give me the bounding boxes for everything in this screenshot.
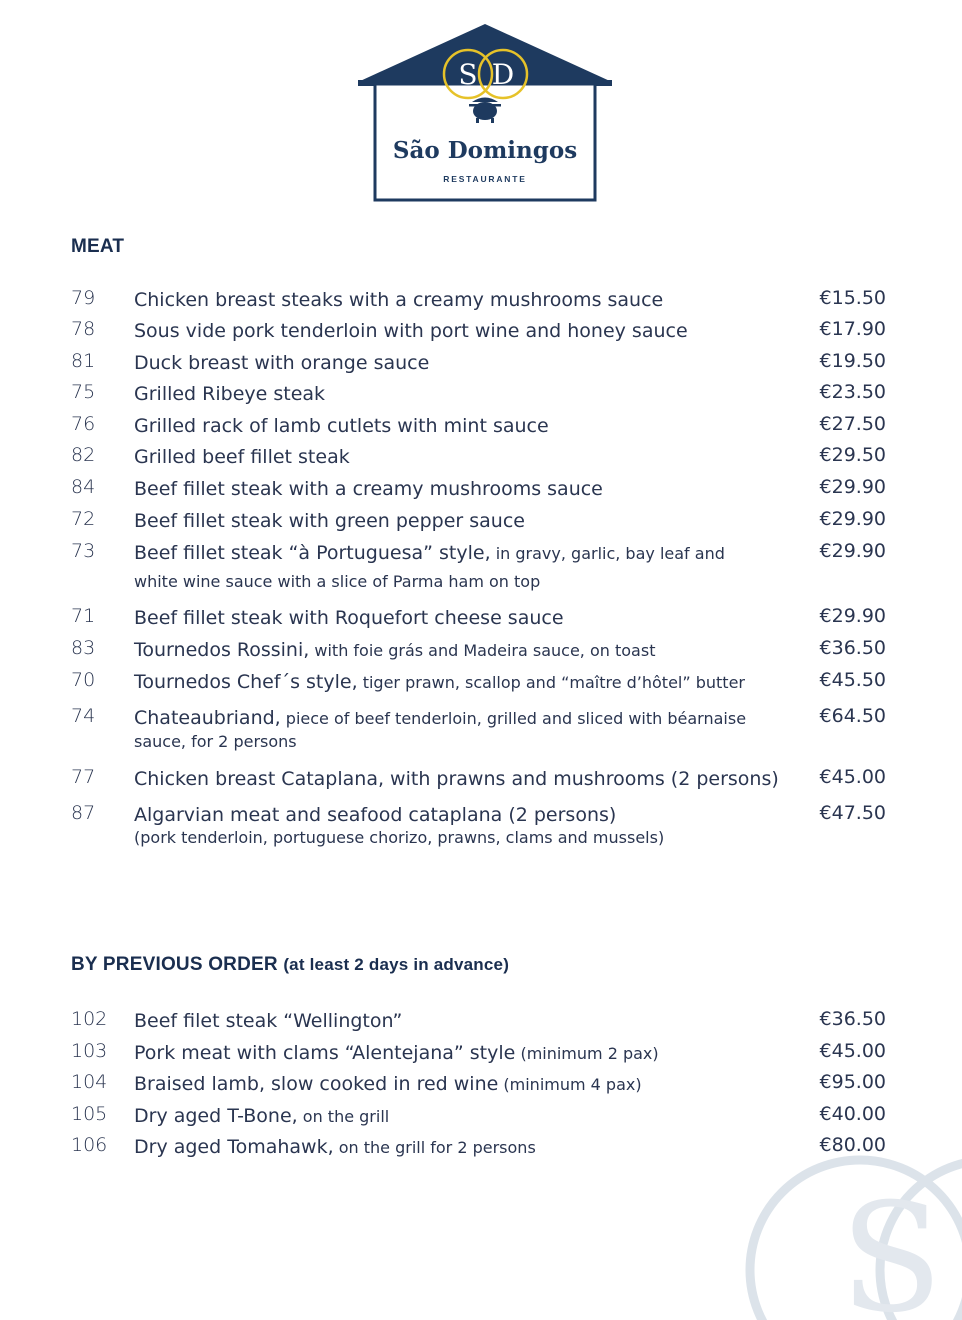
item-price: €19.50	[819, 350, 886, 372]
item-description	[134, 605, 824, 631]
item-name: Tournedos Rossini,	[134, 639, 310, 661]
item-name: Dry aged Tomahawk,	[134, 1136, 334, 1158]
item-description	[134, 444, 824, 470]
item-description	[134, 766, 824, 792]
logo-monogram-s: S	[458, 58, 478, 91]
item-name: Duck breast with orange sauce	[134, 352, 430, 374]
item-name: Tournedos Chef´s style,	[134, 671, 358, 693]
item-detail-line: sauce, for 2 persons	[134, 732, 297, 751]
item-name: Beef fillet steak “à Portuguesa” style,	[134, 542, 491, 564]
previous-order-section-title	[71, 954, 509, 976]
item-number: 76	[71, 413, 96, 435]
item-price: €27.50	[819, 413, 886, 435]
logo-name: São Domingos	[392, 137, 578, 164]
item-description	[134, 1134, 824, 1161]
item-number: 71	[71, 605, 96, 627]
item-name: Beef filet steak “Wellington”	[134, 1010, 403, 1032]
item-price: €29.90	[819, 540, 886, 562]
logo-monogram-d: D	[491, 58, 515, 91]
item-name: Beef fillet steak with a creamy mushrooms sauce	[134, 478, 603, 500]
item-name: Beef fillet steak with green pepper sauce	[134, 510, 525, 532]
item-price: €15.50	[819, 287, 886, 309]
item-name: Dry aged T-Bone,	[134, 1105, 298, 1127]
item-description	[134, 669, 824, 696]
item-number: 81	[71, 350, 96, 372]
item-name: Pork meat with clams “Alentejana” style	[134, 1042, 516, 1064]
item-detail: with foie grás and Madeira sauce, on toast	[309, 641, 656, 660]
item-price: €47.50	[819, 802, 886, 824]
item-price: €29.50	[819, 444, 886, 466]
item-description	[134, 1103, 824, 1130]
item-price: €29.90	[819, 508, 886, 530]
item-number: 72	[71, 508, 96, 530]
restaurant-logo	[356, 22, 614, 202]
item-name: Chicken breast Cataplana, with prawns and mushrooms (2 persons)	[134, 768, 779, 790]
item-price: €23.50	[819, 381, 886, 403]
item-price: €36.50	[819, 637, 886, 659]
item-detail-line: (pork tenderloin, portuguese chorizo, prawns, clams and mussels)	[134, 828, 665, 847]
item-description	[134, 802, 824, 850]
item-name: Chateaubriand,	[134, 707, 281, 729]
item-detail: (minimum 4 pax)	[498, 1075, 642, 1094]
item-description	[134, 381, 824, 407]
item-description	[134, 413, 824, 439]
item-description	[134, 1008, 824, 1034]
item-description	[134, 705, 824, 754]
item-number: 74	[71, 705, 96, 727]
item-name: Sous vide pork tenderloin with port wine and honey sauce	[134, 320, 688, 342]
item-description	[134, 318, 824, 344]
item-name: Grilled Ribeye steak	[134, 383, 326, 405]
item-number: 87	[71, 802, 96, 824]
item-price: €17.90	[819, 318, 886, 340]
previous-order-title: BY PREVIOUS ORDER	[71, 954, 278, 975]
item-description	[134, 540, 824, 594]
item-name: Algarvian meat and seafood cataplana (2 persons)	[134, 804, 617, 826]
item-description	[134, 637, 824, 664]
item-name: Beef fillet steak with Roquefort cheese sauce	[134, 607, 564, 629]
item-description	[134, 350, 824, 376]
item-number: 106	[71, 1134, 108, 1156]
item-number: 75	[71, 381, 96, 403]
item-price: €29.90	[819, 476, 886, 498]
monogram-watermark	[740, 1100, 962, 1320]
item-description	[134, 476, 824, 502]
item-detail: on the grill for 2 persons	[333, 1138, 536, 1157]
item-detail: in gravy, garlic, bay leaf and	[490, 544, 725, 563]
item-detail: piece of beef tenderloin, grilled and sliced with béarnaise	[280, 709, 747, 728]
item-price: €29.90	[819, 605, 886, 627]
item-description	[134, 1071, 824, 1098]
item-number: 73	[71, 540, 96, 562]
item-price: €36.50	[819, 1008, 886, 1030]
item-description	[134, 1040, 824, 1067]
item-price: €64.50	[819, 705, 886, 727]
item-detail: on the grill	[297, 1107, 390, 1126]
item-number: 105	[71, 1103, 108, 1125]
item-name: Grilled beef fillet steak	[134, 446, 350, 468]
item-number: 70	[71, 669, 96, 691]
item-number: 77	[71, 766, 96, 788]
item-detail-line: white wine sauce with a slice of Parma ham on top	[134, 572, 541, 591]
item-price: €80.00	[819, 1134, 886, 1156]
item-price: €45.50	[819, 669, 886, 691]
logo-tagline: RESTAURANTE	[443, 174, 527, 184]
item-name: Braised lamb, slow cooked in red wine	[134, 1073, 499, 1095]
svg-text:S: S	[840, 1172, 943, 1320]
item-name: Grilled rack of lamb cutlets with mint sauce	[134, 415, 549, 437]
item-number: 78	[71, 318, 96, 340]
item-price: €95.00	[819, 1071, 886, 1093]
item-number: 104	[71, 1071, 108, 1093]
item-description	[134, 508, 824, 534]
item-number: 79	[71, 287, 96, 309]
item-number: 83	[71, 637, 96, 659]
item-detail: tiger prawn, scallop and “maître d’hôtel” butter	[357, 673, 745, 692]
item-price: €45.00	[819, 1040, 886, 1062]
item-number: 82	[71, 444, 96, 466]
item-price: €45.00	[819, 766, 886, 788]
item-number: 102	[71, 1008, 108, 1030]
item-description	[134, 287, 824, 313]
item-number: 84	[71, 476, 96, 498]
meat-section-title: MEAT	[71, 236, 125, 257]
item-price: €40.00	[819, 1103, 886, 1125]
previous-order-subtitle: (at least 2 days in advance)	[283, 955, 510, 974]
item-number: 103	[71, 1040, 108, 1062]
item-name: Chicken breast steaks with a creamy mushrooms sauce	[134, 289, 664, 311]
item-detail: (minimum 2 pax)	[515, 1044, 659, 1063]
